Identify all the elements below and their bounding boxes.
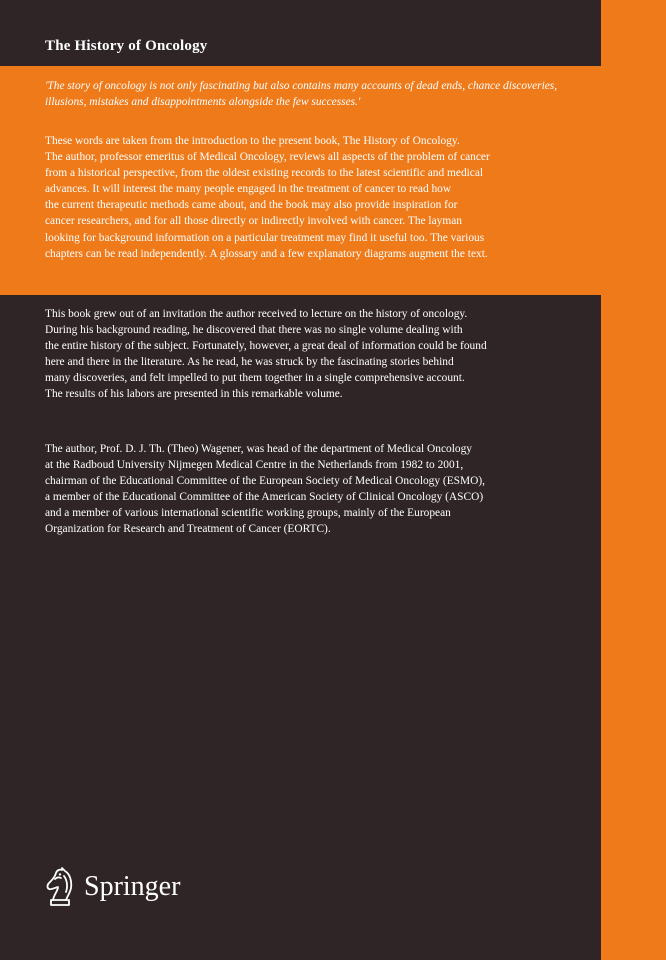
chess-knight-icon xyxy=(44,866,76,908)
quote-line: illusions, mistakes and disappointments alongside the few successes.' xyxy=(45,96,361,109)
author-bio-line: chairman of the Educational Committee of the European Society of Medical Oncology (ESMO), xyxy=(45,475,485,488)
quote-line: 'The story of oncology is not only fascinating but also contains many accounts of dead ends, chance discoveries, xyxy=(45,80,558,92)
publisher-name: Springer xyxy=(84,871,181,902)
intro-line: the current therapeutic methods came about, and the book may also provide inspiration for xyxy=(45,199,458,212)
book-title: The History of Oncology xyxy=(45,38,208,54)
description-line: here and there in the literature. As he read, he was struck by the fascinating stories behind xyxy=(45,356,454,369)
quote-paragraph xyxy=(45,78,593,110)
intro-line: These words are taken from the introduction to the present book, The History of Oncology. xyxy=(45,135,460,147)
intro-line: The author, professor emeritus of Medical Oncology, reviews all aspects of the problem of cancer xyxy=(45,151,490,164)
author-bio-paragraph xyxy=(45,441,593,538)
intro-paragraph xyxy=(45,133,593,262)
author-bio-line: The author, Prof. D. J. Th. (Theo) Wagener, was head of the department of Medical Oncology xyxy=(45,443,472,455)
springer-logo xyxy=(44,866,180,908)
orange-spine-strip xyxy=(601,0,666,960)
intro-line: advances. It will interest the many people engaged in the treatment of cancer to read how xyxy=(45,183,452,196)
intro-line: from a historical perspective, from the oldest existing records to the latest scientific and medical xyxy=(45,167,484,180)
intro-line: looking for background information on a particular treatment may find it useful too. The various xyxy=(45,231,485,244)
description-line: The results of his labors are presented in this remarkable volume. xyxy=(45,388,343,401)
author-bio-line: Organization for Research and Treatment of Cancer (EORTC). xyxy=(45,523,331,536)
description-line: During his background reading, he discovered that there was no single volume dealing with xyxy=(45,324,463,337)
description-line: many discoveries, and felt impelled to put them together in a single comprehensive account. xyxy=(45,372,465,385)
author-bio-line: at the Radboud University Nijmegen Medical Centre in the Netherlands from 1982 to 2001, xyxy=(45,459,464,472)
description-line: the entire history of the subject. Fortunately, however, a great deal of information could be found xyxy=(45,340,487,353)
intro-line: cancer researchers, and for all those directly or indirectly involved with cancer. The layman xyxy=(45,215,462,228)
author-bio-line: and a member of various international scientific working groups, mainly of the European xyxy=(45,507,451,520)
intro-line: chapters can be read independently. A glossary and a few explanatory diagrams augment the text. xyxy=(45,247,488,260)
description-line: This book grew out of an invitation the author received to lecture on the history of oncology. xyxy=(45,308,468,320)
author-bio-line: a member of the Educational Committee of the American Society of Clinical Oncology (ASCO) xyxy=(45,491,484,504)
description-paragraph xyxy=(45,306,593,403)
